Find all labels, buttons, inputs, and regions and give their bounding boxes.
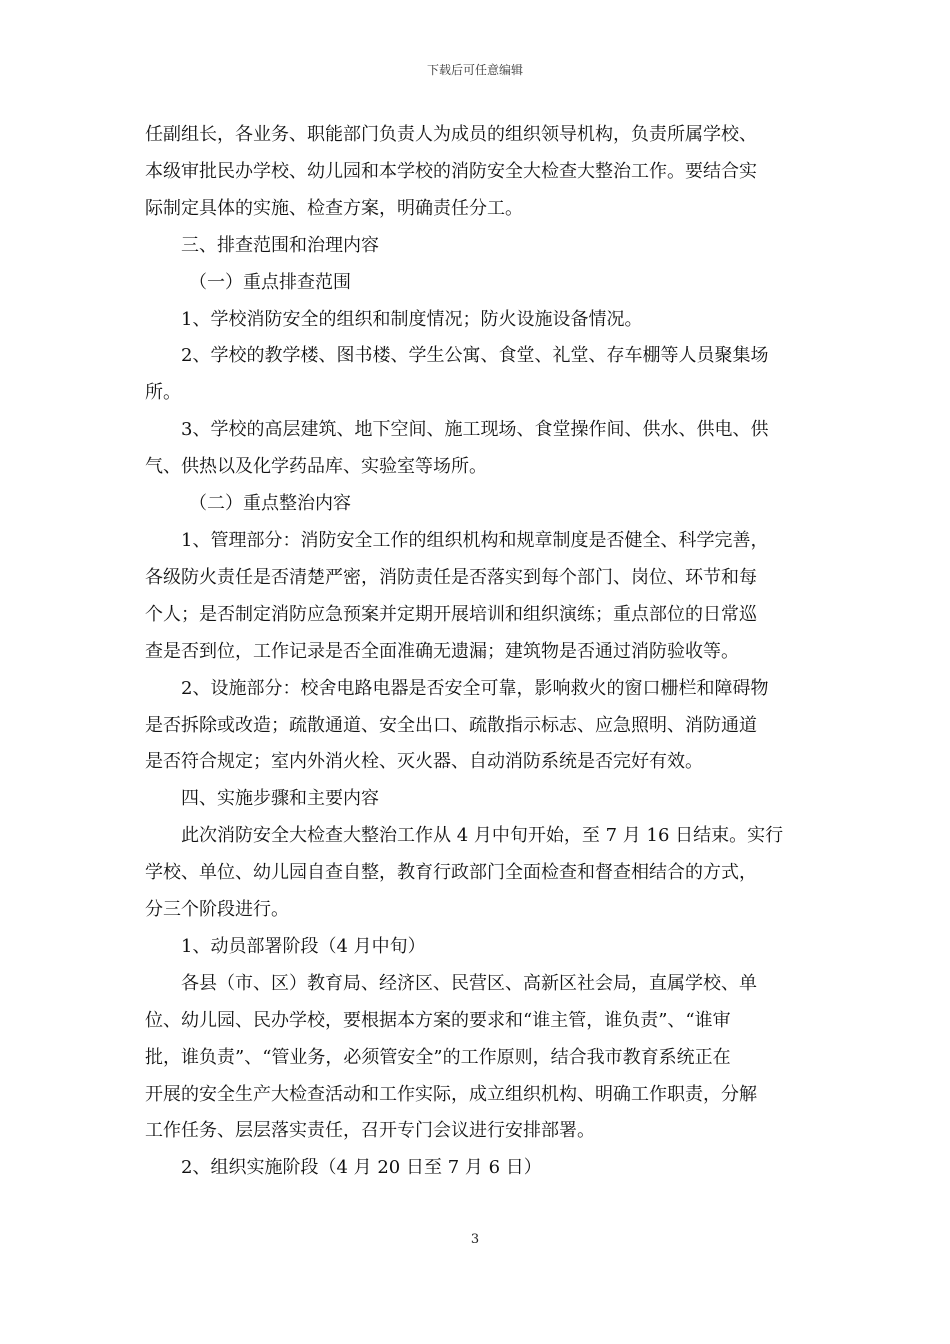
text-line: 气、供热以及化学药品库、实验室等场所。 <box>145 456 487 478</box>
text-line: （二）重点整治内容 <box>189 493 351 515</box>
paragraph-continuation <box>145 117 805 228</box>
stage-heading-2 <box>145 1150 805 1187</box>
stage-heading-1 <box>145 929 805 966</box>
text-line: 开展的安全生产大检查活动和工作实际，成立组织机构、明确工作职责，分解 <box>145 1083 757 1105</box>
text-line: 1、学校消防安全的组织和制度情况；防火设施设备情况。 <box>181 308 643 330</box>
text-line: 是否拆除或改造；疏散通道、安全出口、疏散指示标志、应急照明、消防通道 <box>145 714 757 736</box>
text-line: 三、排查范围和治理内容 <box>181 234 379 256</box>
page-number: 3 <box>470 1232 480 1247</box>
page-header: 下载后可任意编辑 <box>426 63 523 77</box>
text-line: 查是否到位，工作记录是否全面准确无遗漏；建筑物是否通过消防验收等。 <box>145 640 739 662</box>
text-line: 各县（市、区）教育局、经济区、民营区、高新区社会局，直属学校、单 <box>181 972 757 994</box>
text-line: 工作任务、层层落实责任，召开专门会议进行安排部署。 <box>145 1120 595 1142</box>
text-line: 分三个阶段进行。 <box>145 899 289 921</box>
text-line: 学校、单位、幼儿园自查自整，教育行政部门全面检查和督查相结合的方式， <box>145 862 757 884</box>
text-line: 2、组织实施阶段（4 月 20 日至 7 月 6 日） <box>181 1157 542 1179</box>
text-line: 是否符合规定；室内外消火栓、灭火器、自动消防系统是否完好有效。 <box>145 751 703 773</box>
text-line: 任副组长，各业务、职能部门负责人为成员的组织领导机构，负责所属学校、 <box>145 124 757 145</box>
list-item <box>145 412 805 486</box>
section-heading-4 <box>145 781 805 818</box>
subsection-heading-1 <box>145 265 805 302</box>
text-line: 2、学校的教学楼、图书楼、学生公寓、食堂、礼堂、存车棚等人员聚集场 <box>181 345 769 367</box>
text-line: 本级审批民办学校、幼儿园和本学校的消防安全大检查大整治工作。要结合实 <box>145 160 757 182</box>
text-line: 批，谁负责”、“管业务，必须管安全”的工作原则，结合我市教育系统正在 <box>145 1046 731 1068</box>
text-line: 3、学校的高层建筑、地下空间、施工现场、食堂操作间、供水、供电、供 <box>181 419 769 441</box>
paragraph <box>145 966 805 1151</box>
text-line: 四、实施步骤和主要内容 <box>181 788 379 810</box>
text-line: 1、管理部分：消防安全工作的组织机构和规章制度是否健全、科学完善， <box>181 529 769 551</box>
text-line: 此次消防安全大检查大整治工作从 4 月中旬开始，至 7 月 16 日结束。实行 <box>181 825 784 847</box>
list-item <box>145 671 805 782</box>
text-line: 1、动员部署阶段（4 月中旬） <box>181 935 426 957</box>
list-item <box>145 523 805 671</box>
text-line: 个人；是否制定消防应急预案并定期开展培训和组织演练；重点部位的日常巡 <box>145 603 757 625</box>
text-line: （一）重点排查范围 <box>189 271 351 293</box>
section-heading-3 <box>145 228 805 265</box>
text-line: 2、设施部分：校舍电路电器是否安全可靠，影响救火的窗口栅栏和障碍物 <box>181 677 769 699</box>
subsection-heading-2 <box>145 486 805 523</box>
document-body <box>145 117 805 1187</box>
list-item <box>145 302 805 339</box>
text-line: 所。 <box>145 382 181 404</box>
text-line: 各级防火责任是否清楚严密，消防责任是否落实到每个部门、岗位、环节和每 <box>145 566 757 588</box>
text-line: 位、幼儿园、民办学校，要根据本方案的要求和“谁主管，谁负责”、“谁审 <box>145 1009 731 1031</box>
paragraph <box>145 818 805 929</box>
list-item <box>145 338 805 412</box>
text-line: 际制定具体的实施、检查方案，明确责任分工。 <box>145 197 523 219</box>
